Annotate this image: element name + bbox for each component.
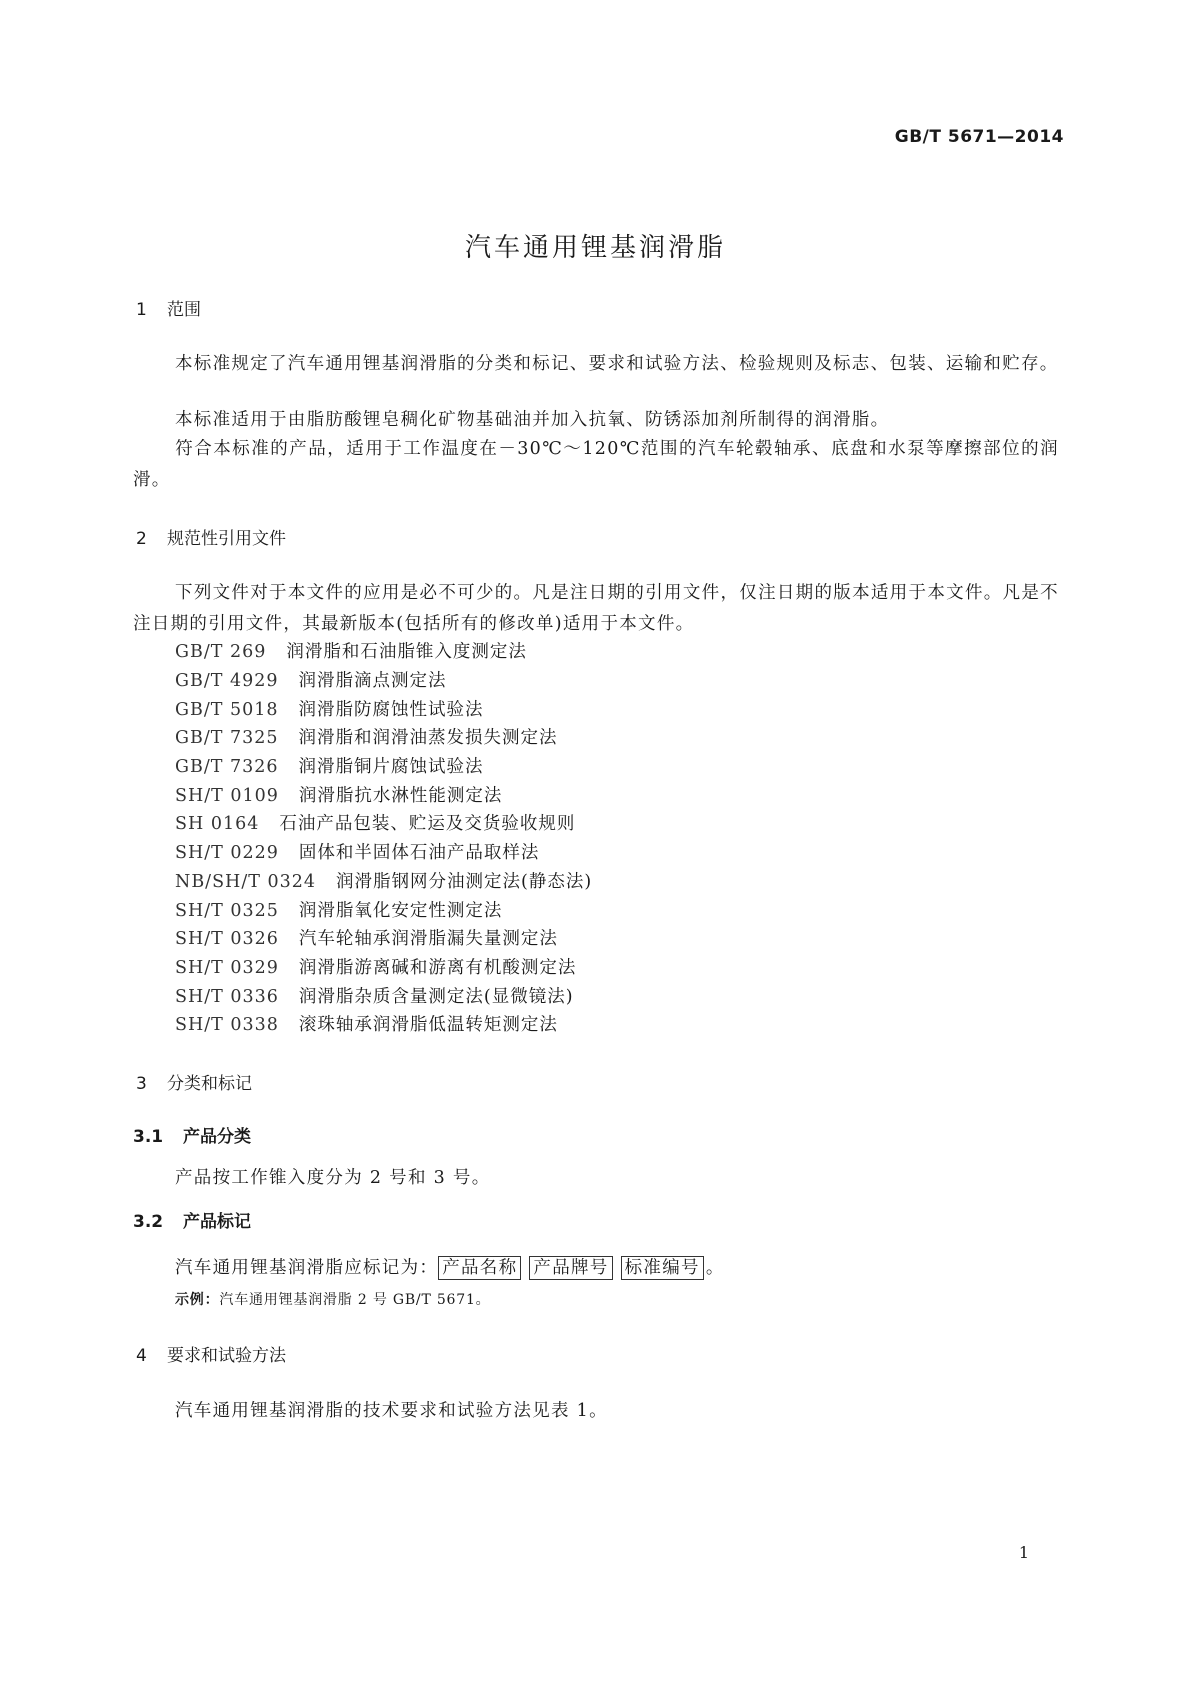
reference-item: SH/T 0325 润滑脂氧化安定性测定法 — [175, 901, 503, 921]
section-title: 分类和标记 — [167, 1074, 252, 1094]
reference-item: GB/T 7325 润滑脂和润滑油蒸发损失测定法 — [175, 728, 558, 748]
section-number: 4 — [136, 1346, 147, 1366]
reference-item: GB/T 7326 润滑脂铜片腐蚀试验法 — [175, 757, 484, 777]
section-4-text: 汽车通用锂基润滑脂的技术要求和试验方法见表 1。 — [175, 1401, 608, 1421]
subsection-3-2-heading — [133, 1207, 251, 1232]
reference-item: SH/T 0329 润滑脂游离碱和游离有机酸测定法 — [175, 958, 577, 978]
example-text: 汽车通用锂基润滑脂 2 号 GB/T 5671。 — [219, 1292, 491, 1308]
reference-item: SH 0164 石油产品包装、贮运及交货验收规则 — [175, 814, 576, 834]
marking-box-product-grade: 产品牌号 — [529, 1256, 612, 1280]
standard-code: GB/T 5671—2014 — [894, 127, 1064, 147]
subsection-title: 产品分类 — [183, 1127, 251, 1147]
reference-item: GB/T 269 润滑脂和石油脂锥入度测定法 — [175, 642, 527, 662]
marking-box-standard-number: 标准编号 — [621, 1256, 704, 1280]
section-1-paragraph-1: 本标准规定了汽车通用锂基润滑脂的分类和标记、要求和试验方法、检验规则及标志、包装、运输和贮存。 — [175, 354, 1059, 374]
section-2-heading — [136, 524, 286, 549]
subsection-3-1-heading — [133, 1122, 251, 1147]
section-title: 要求和试验方法 — [167, 1346, 286, 1366]
reference-item: SH/T 0336 润滑脂杂质含量测定法(显微镜法) — [175, 987, 574, 1007]
page-number: 1 — [1018, 1543, 1029, 1562]
example-label: 示例： — [175, 1292, 220, 1308]
subsection-title: 产品标记 — [183, 1212, 251, 1232]
reference-item: GB/T 4929 润滑脂滴点测定法 — [175, 671, 447, 691]
section-number: 2 — [136, 529, 147, 549]
subsection-number: 3.1 — [133, 1127, 164, 1147]
reference-item: NB/SH/T 0324 润滑脂钢网分油测定法(静态法) — [175, 872, 593, 892]
subsection-3-1-text: 产品按工作锥入度分为 2 号和 3 号。 — [175, 1168, 491, 1188]
reference-item: SH/T 0109 润滑脂抗水淋性能测定法 — [175, 786, 503, 806]
section-number: 3 — [136, 1074, 147, 1094]
section-number: 1 — [136, 300, 147, 320]
section-title: 范围 — [167, 300, 201, 320]
marking-box-product-name: 产品名称 — [438, 1256, 521, 1280]
section-1-heading — [136, 295, 201, 320]
subsection-number: 3.2 — [133, 1212, 164, 1232]
reference-item: GB/T 5018 润滑脂防腐蚀性试验法 — [175, 700, 484, 720]
reference-item: SH/T 0338 滚珠轴承润滑脂低温转矩测定法 — [175, 1015, 558, 1035]
section-1-paragraph-3: 符合本标准的产品，适用于工作温度在－30℃～120℃范围的汽车轮毂轴承、底盘和水泵等摩擦部位的润滑。 — [133, 439, 1059, 490]
section-4-heading — [136, 1341, 286, 1366]
document-title: 汽车通用锂基润滑脂 — [464, 233, 726, 263]
reference-item: SH/T 0326 汽车轮轴承润滑脂漏失量测定法 — [175, 929, 558, 949]
section-title: 规范性引用文件 — [167, 529, 286, 549]
section-3-heading — [136, 1069, 252, 1094]
section-2-intro: 下列文件对于本文件的应用是必不可少的。凡是注日期的引用文件，仅注日期的版本适用于本文件。凡是不注日期的引用文件，其最新版本(包括所有的修改单)适用于本文件。 — [133, 583, 1059, 634]
section-1-paragraph-2: 本标准适用于由脂肪酸锂皂稠化矿物基础油并加入抗氧、防锈添加剂所制得的润滑脂。 — [175, 410, 890, 430]
example-note — [175, 1289, 490, 1309]
reference-item: SH/T 0229 固体和半固体石油产品取样法 — [175, 843, 540, 863]
marking-line: 汽车通用锂基润滑脂应标记为： 产品名称 产品牌号 标准编号 。 — [175, 1258, 725, 1278]
